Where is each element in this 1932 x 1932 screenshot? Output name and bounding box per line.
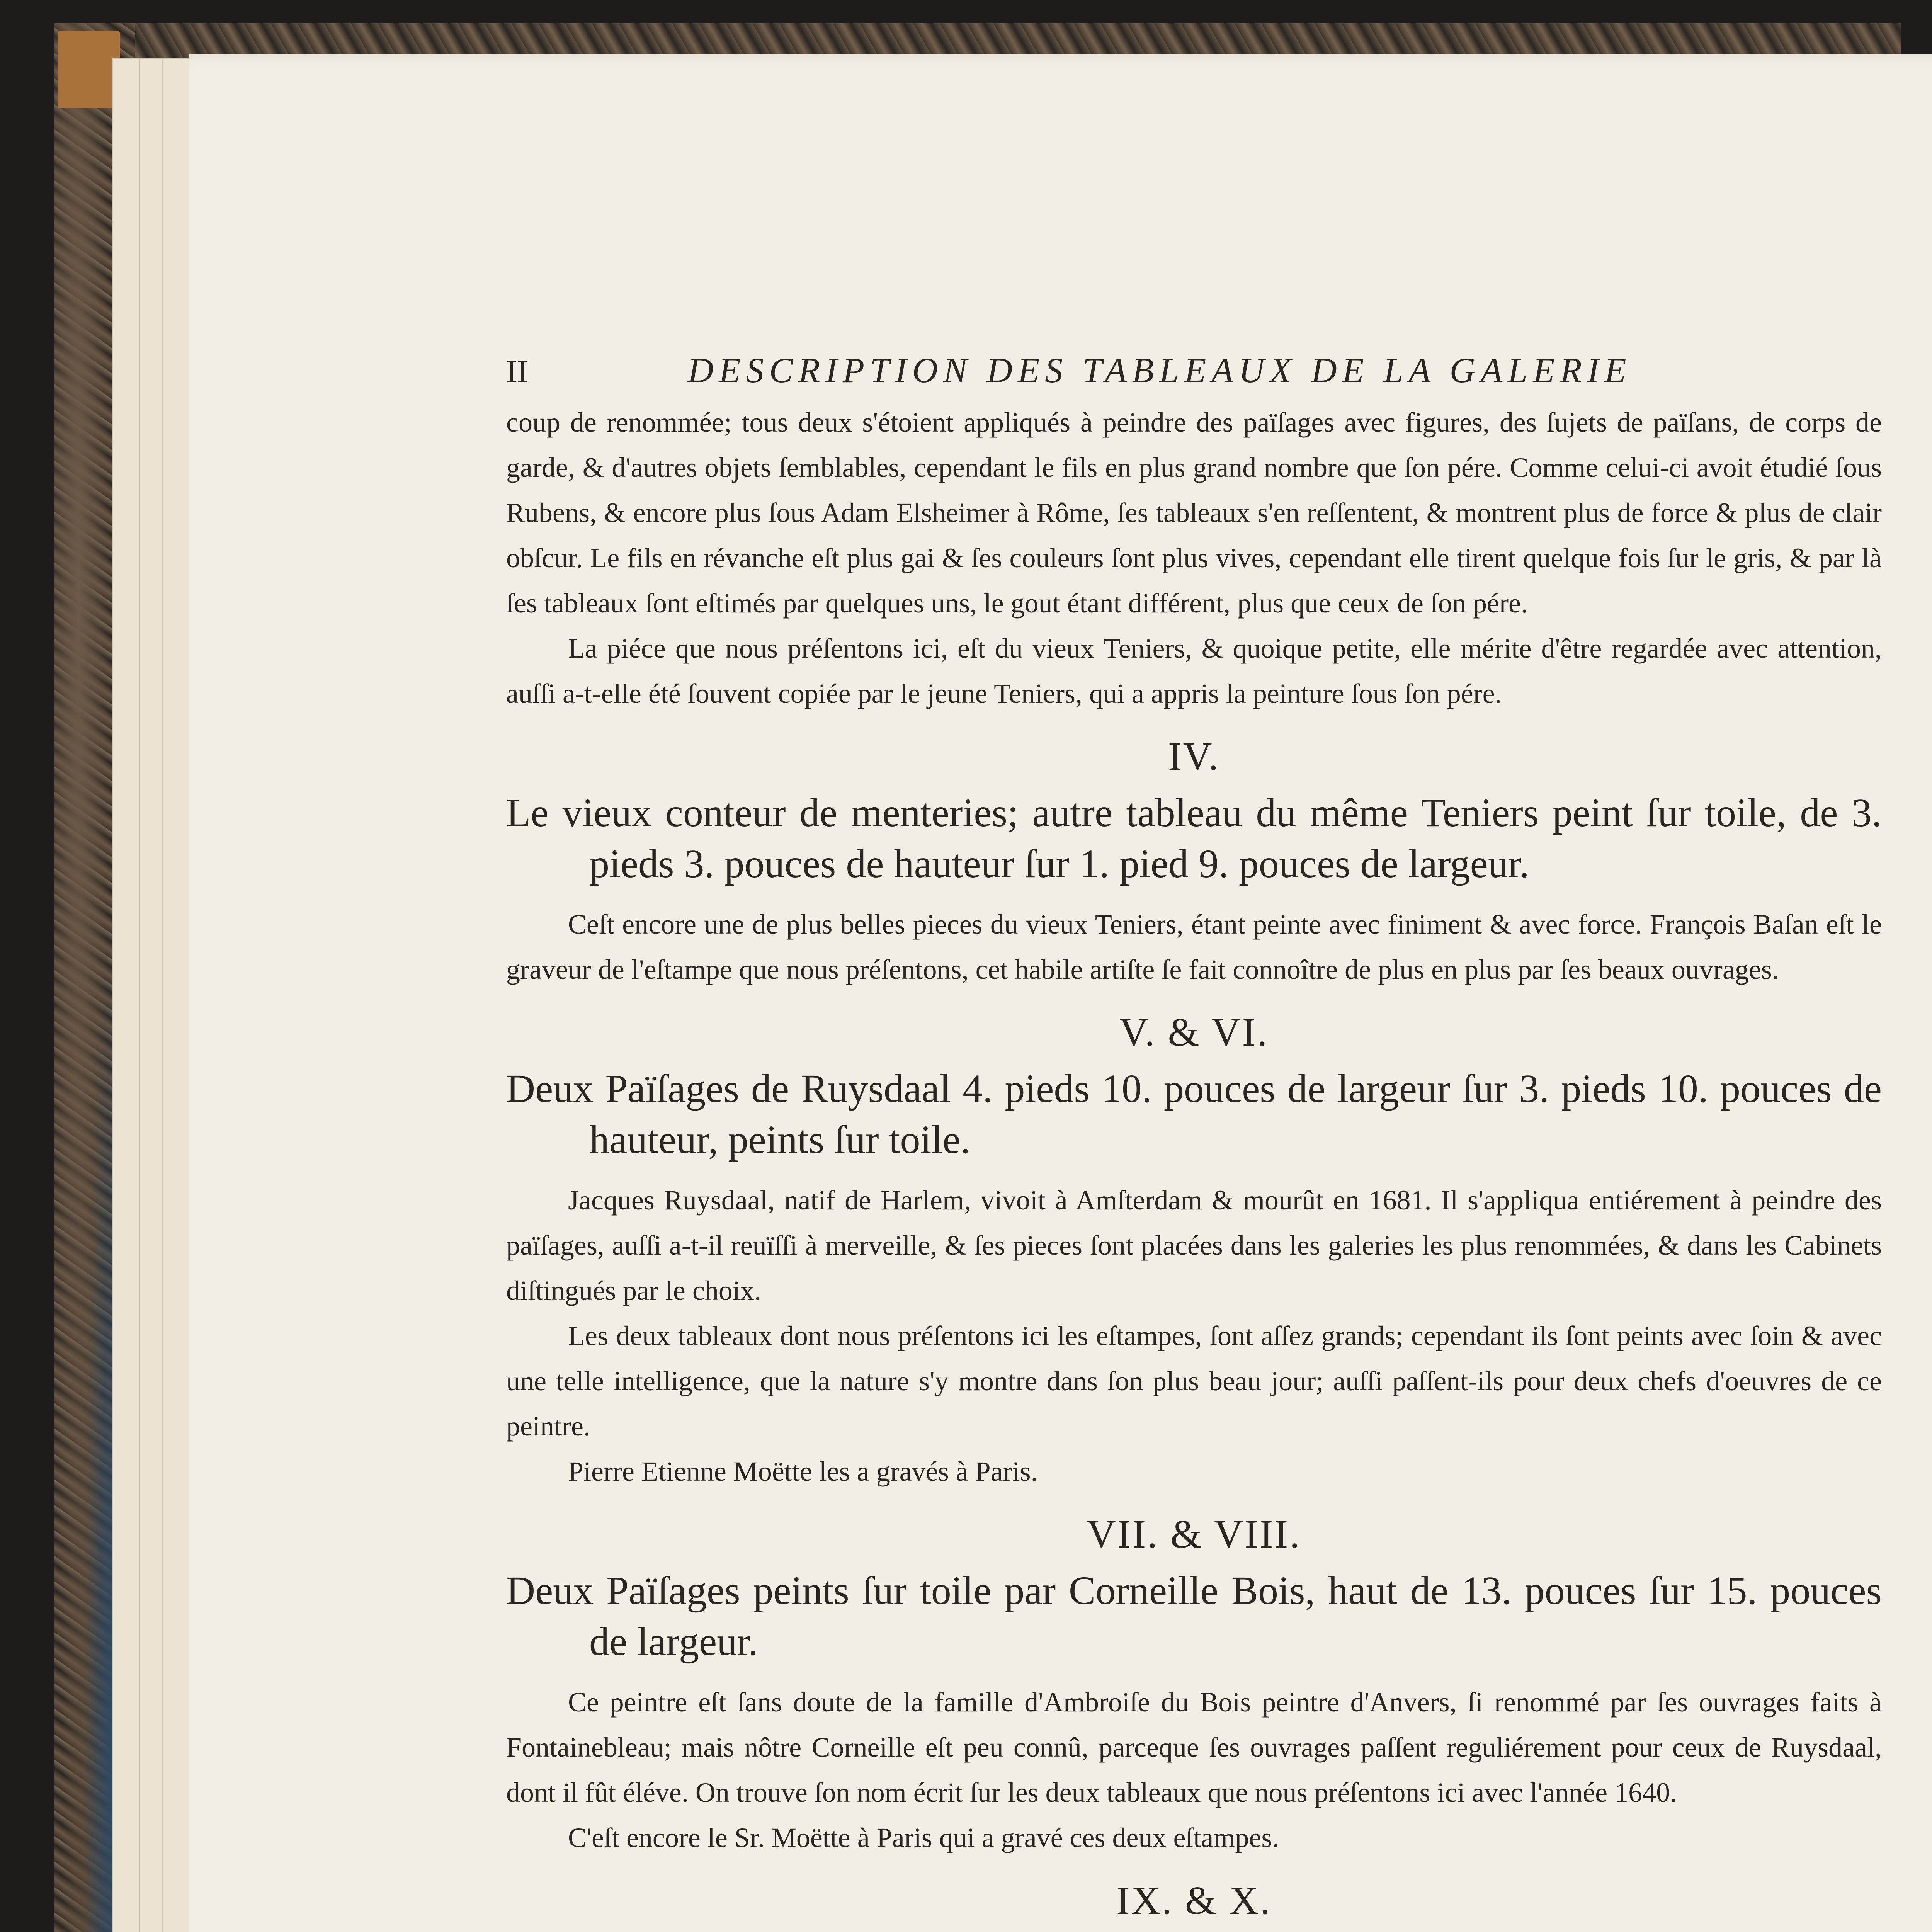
section-paragraph: Ceſt encore une de plus belles pieces du vieux Teniers, étant peinte avec finiment & avec force. François Baſan eſt le graveur de l'eſtampe que nous préſentons, cet habile artiſte ſe fait connoître de plus en plus par ſes beaux ouvrages.: [506, 909, 1882, 985]
section-paragraph: Ce peintre eſt ſans doute de la famille d'Ambroiſe du Bois peintre d'Anvers, ſi renommé par ſes ouvrages faits à Fontainebleau; mais nôtre Corneille eſt peu connû, parceque ſes ouvrages paſſent reguliérement pour ceux de Ruysdaal, dont il fût éléve. On trouve ſon nom écrit ſur les deux tableaux que nous préſentons ici avec l'année 1640.: [506, 1687, 1882, 1808]
intro-paragraph: coup de renommée; tous deux s'étoient appliqués à peindre des païſages avec figures, des ſujets de païſans, de corps de garde, & d'autres objets ſemblables, cependant le fils en plus grand nombre que ſon pére. Comme celui-ci avoit étudié ſous Rubens, & encore plus ſous Adam Elsheimer à Rôme, ſes tableaux s'en reſſentent, & montrent plus de force & plus de clair obſcur. Le fils en révanche eſt plus gai & ſes couleurs ſont plus vives, cependant elle tirent quelque fois ſur le gris, & par là ſes tableaux ſont eſtimés par quelques uns, le gout étant différent, plus que ceux de ſon pére.: [506, 407, 1882, 619]
section-iv: [506, 726, 1882, 992]
page-text-block: [506, 348, 1882, 1932]
section-title: Deux Païſages de Ruysdaal 4. pieds 10. pouces de largeur ſur 3. pieds 10. pouces de hauteur, peints ſur toile.: [506, 1066, 1882, 1162]
section-number: IV.: [1168, 734, 1220, 779]
section-number: IX. & X.: [1116, 1878, 1272, 1923]
intro-paragraph: La piéce que nous préſentons ici, eſt du vieux Teniers, & quoique petite, elle mérite d'être regardée avec attention, auſſi a-t-elle été ſouvent copiée par le jeune Teniers, qui a appris la peinture ſous ſon pére.: [506, 633, 1882, 709]
section-ix-x: [506, 1870, 1882, 1932]
running-title: DESCRIPTION DES TABLEAUX DE LA GALERIE: [688, 350, 1632, 390]
section-paragraph: C'eſt encore le Sr. Moëtte à Paris qui a gravé ces deux eſtampes.: [568, 1822, 1279, 1853]
section-vii-viii: [506, 1503, 1882, 1861]
section-title: Deux Païſages peints ſur toile par Corneille Bois, haut de 13. pouces ſur 15. pouces de largeur.: [506, 1568, 1882, 1664]
section-number: V. & VI.: [1119, 1010, 1269, 1054]
section-number: VII. & VIII.: [1087, 1512, 1301, 1556]
page-number: II: [506, 354, 528, 389]
section-paragraph: Les deux tableaux dont nous préſentons ici les eſtampes, ſont aſſez grands; cependant ils ſont peints avec ſoin & avec une telle intelligence, que la nature s'y montre dans ſon plus beau jour; auſſi paſſent-ils pour deux chefs d'oeuvres de ce peintre.: [506, 1320, 1882, 1442]
section-title: Le vieux conteur de menteries; autre tableau du même Teniers peint ſur toile, de 3. pieds 3. pouces de hauteur ſur 1. pied 9. pouces de largeur.: [506, 791, 1882, 886]
running-head: [506, 348, 1882, 396]
section-v-vi: [506, 1002, 1882, 1494]
section-paragraph: Pierre Etienne Moëtte les a gravés à Paris.: [568, 1456, 1038, 1487]
leather-corner-top: [58, 31, 120, 108]
section-paragraph: Jacques Ruysdaal, natif de Harlem, vivoit à Amſterdam & mourût en 1681. Il s'appliqua entiérement à peindre des païſages, auſſi a-t-il reuïſſi à merveille, & ſes pieces ſont placées dans les galeries les plus renommées, & dans les Cabinets diſtingués par le choix.: [506, 1185, 1882, 1306]
